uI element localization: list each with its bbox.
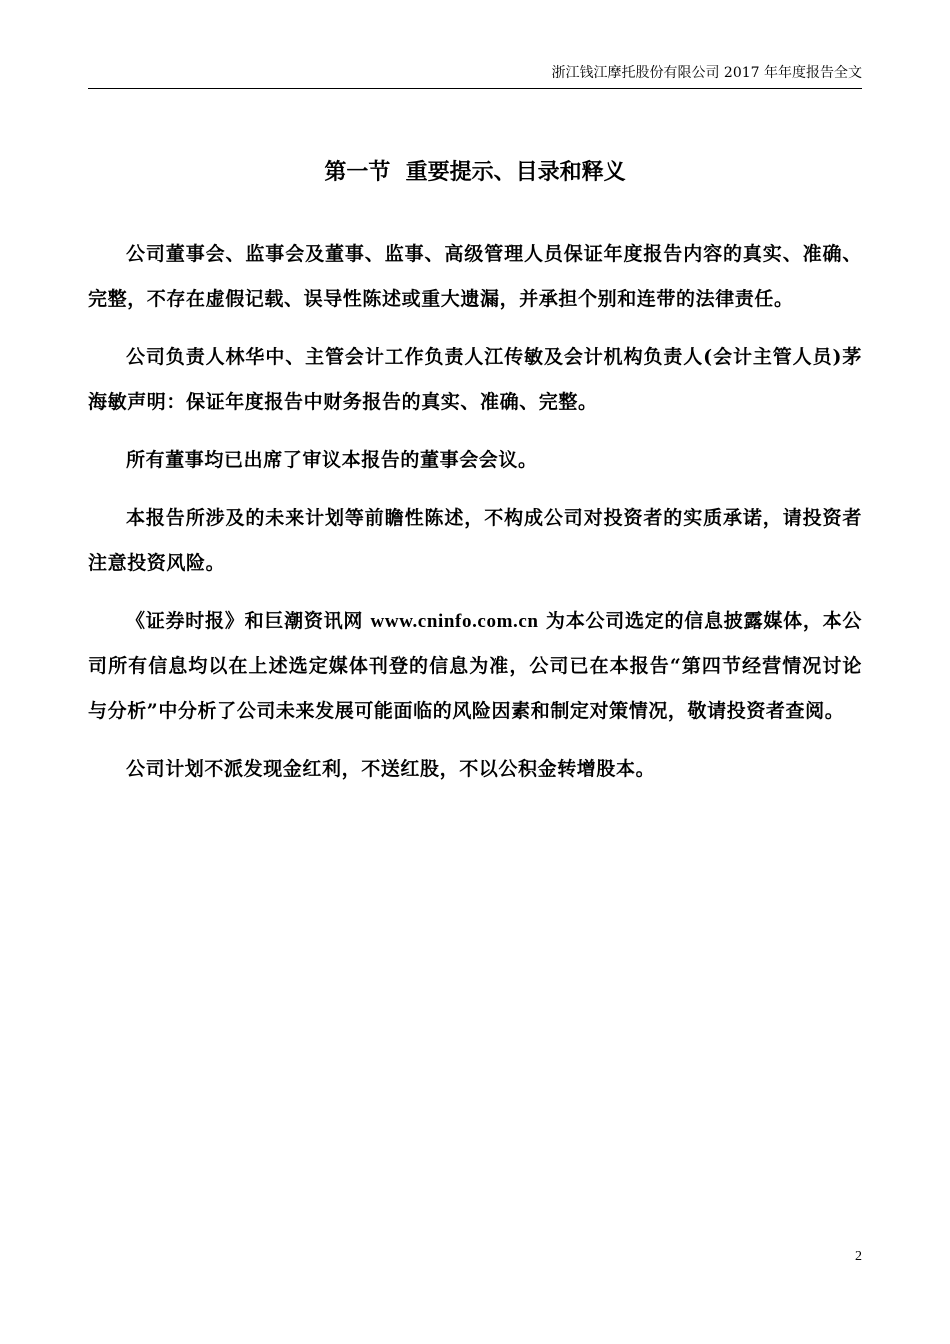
document-body — [88, 232, 862, 805]
paragraph-dividend-plan: 公司计划不派发现金红利，不送红股，不以公积金转增股本。 — [126, 758, 656, 780]
paragraph-financial-declaration: 公司负责人林华中、主管会计工作负责人江传敏及会计机构负责人(会计主管人员)茅海敏声明：保证年度报告中财务报告的真实、准确、完整。 — [88, 346, 862, 413]
paragraph-disclosure-media — [88, 599, 862, 734]
paragraph-board-attendance: 所有董事均已出席了审议本报告的董事会会议。 — [126, 449, 538, 471]
page-number: 2 — [855, 1249, 862, 1264]
media-url: www.cninfo.com.cn — [370, 611, 539, 632]
header-title: 浙江钱江摩托股份有限公司 2017 年年度报告全文 — [551, 65, 862, 81]
page-header — [88, 62, 862, 89]
paragraph-responsibility-statement: 公司董事会、监事会及董事、监事、高级管理人员保证年度报告内容的真实、准确、完整，不存在虚假记载、误导性陈述或重大遗漏，并承担个别和连带的法律责任。 — [88, 243, 862, 310]
media-text-after: 为本公司选定的信息披露媒体，本公司所有信息均以在上述选定媒体刊登的信息为准，公司已在本报告“第四节经营情况讨论与分析”中分析了公司未来发展可能面临的风险因素和制定对策情况，敬请投资者查阅。 — [88, 610, 862, 722]
paragraph-forward-looking: 本报告所涉及的未来计划等前瞻性陈述，不构成公司对投资者的实质承诺，请投资者注意投资风险。 — [88, 507, 862, 574]
section-title: 第一节 重要提示、目录和释义 — [324, 159, 626, 185]
media-text-before: 《证券时报》和巨潮资讯网 — [126, 610, 371, 632]
